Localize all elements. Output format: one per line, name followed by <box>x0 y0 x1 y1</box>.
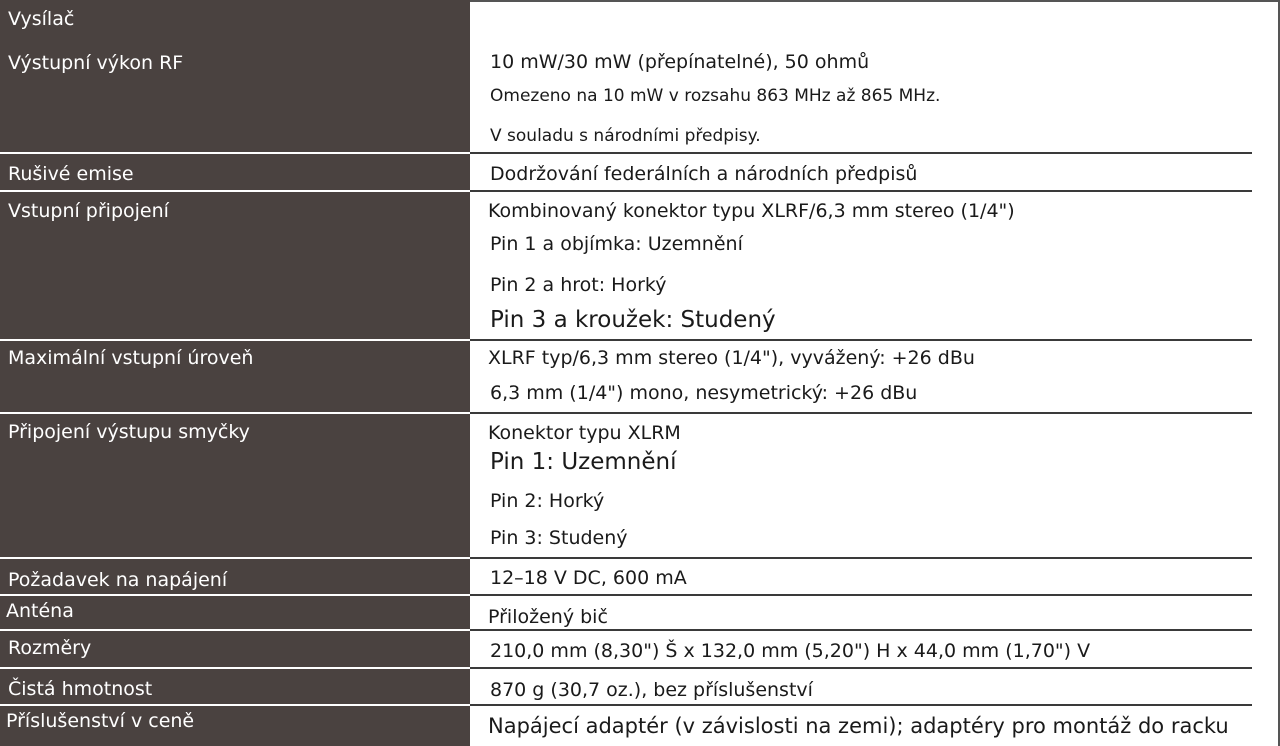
table-row <box>0 596 1280 631</box>
row-value: XLRF typ/6,3 mm stereo (1/4"), vyvážený: +26 dBu <box>488 347 975 369</box>
row-label: Anténa <box>6 600 74 622</box>
row-value: Omezeno na 10 mW v rozsahu 863 MHz až 865 MHz. <box>490 86 941 106</box>
row-value: 12–18 V DC, 600 mA <box>490 567 687 589</box>
row-label: Požadavek na napájení <box>8 569 228 591</box>
row-value: Pin 3 a kroužek: Studený <box>490 307 776 333</box>
row-value: Kombinovaný konektor typu XLRF/6,3 mm stereo (1/4") <box>488 200 1015 222</box>
row-label: Rozměry <box>8 637 92 659</box>
row-value: Konektor typu XLRM <box>488 422 681 444</box>
row-value: V souladu s národními předpisy. <box>490 126 761 146</box>
row-value: Dodržování federálních a národních předpisů <box>490 163 918 185</box>
row-value: 10 mW/30 mW (přepínatelné), 50 ohmů <box>490 51 870 73</box>
row-label: Příslušenství v ceně <box>6 710 195 732</box>
row-value: Pin 3: Studený <box>490 527 628 549</box>
row-label: Čistá hmotnost <box>8 678 153 700</box>
row-value: Pin 1 a objímka: Uzemnění <box>490 233 743 255</box>
row-label: Vstupní připojení <box>8 200 169 222</box>
section-title: Vysílač <box>8 8 75 30</box>
row-value: Pin 2: Horký <box>490 490 605 512</box>
row-value: 210,0 mm (8,30") Š x 132,0 mm (5,20") H x 44,0 mm (1,70") V <box>490 640 1091 662</box>
row-label: Maximální vstupní úroveň <box>8 347 254 369</box>
section-header-row <box>0 0 1280 44</box>
row-label: Výstupní výkon RF <box>8 52 184 74</box>
row-label: Připojení výstupu smyčky <box>8 421 250 443</box>
row-value: Přiložený bič <box>488 606 608 628</box>
row-value: 6,3 mm (1/4") mono, nesymetrický: +26 dBu <box>490 382 918 404</box>
row-label: Rušivé emise <box>8 163 134 185</box>
row-value: Pin 2 a hrot: Horký <box>490 274 667 296</box>
row-value: Napájecí adaptér (v závislosti na zemi); adaptéry pro montáž do racku <box>488 714 1229 738</box>
row-value: 870 g (30,7 oz.), bez příslušenství <box>490 679 813 701</box>
row-value: Pin 1: Uzemnění <box>490 449 677 475</box>
